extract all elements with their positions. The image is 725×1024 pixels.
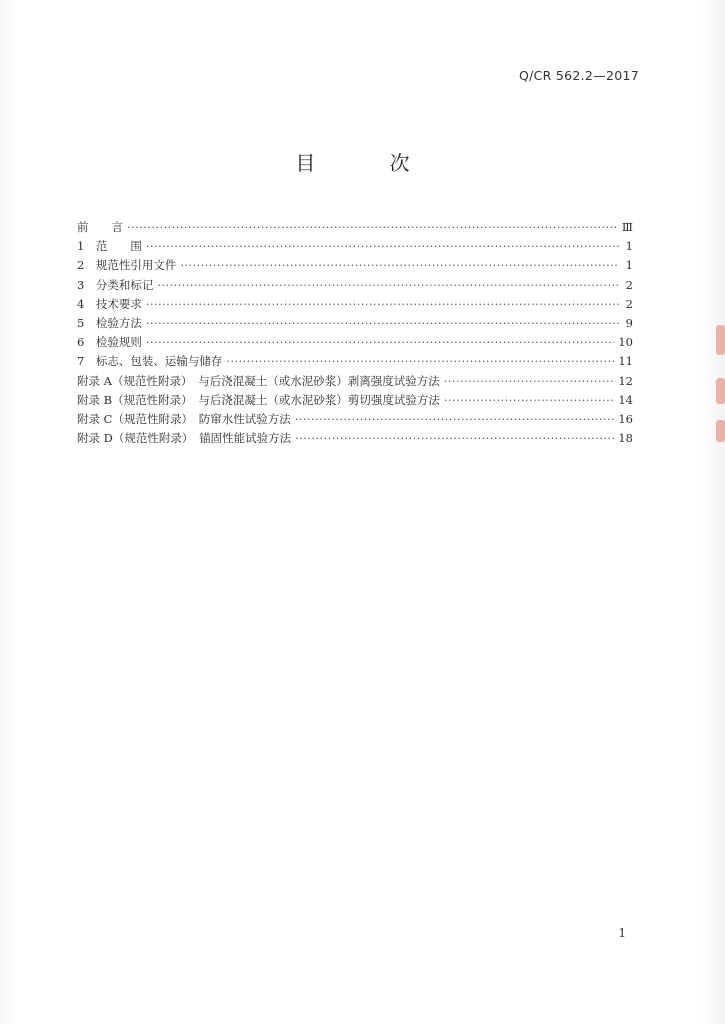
- toc-leader-dots: [127, 218, 618, 237]
- table-of-contents: [77, 218, 633, 448]
- toc-entry-page: 2: [625, 277, 633, 292]
- toc-entry-label: 附录 C（规范性附录） 防窜水性试验方法: [77, 411, 291, 426]
- toc-entry-page: 11: [618, 354, 633, 369]
- toc-entry-page: 18: [618, 431, 633, 446]
- toc-leader-dots: [157, 276, 619, 295]
- toc-entry-annex-c[interactable]: [77, 410, 633, 429]
- toc-leader-dots: [444, 372, 615, 391]
- toc-leader-dots: [295, 410, 615, 429]
- toc-entry-page: 12: [618, 373, 633, 388]
- toc-entry-label: 附录 B（规范性附录） 与后浇混凝土（或水泥砂浆）剪切强度试验方法: [77, 392, 440, 407]
- toc-entry-page: 1: [625, 239, 633, 254]
- toc-entry-annex-a[interactable]: [77, 372, 633, 391]
- toc-entry-technical-requirements[interactable]: [77, 295, 633, 314]
- toc-entry-label: 3 分类和标记: [77, 277, 154, 292]
- seal-stamp-mark: [716, 325, 725, 355]
- toc-entry-inspection-rules[interactable]: [77, 333, 633, 352]
- toc-entry-label: 附录 A（规范性附录） 与后浇混凝土（或水泥砂浆）剥离强度试验方法: [77, 373, 440, 388]
- toc-leader-dots: [146, 237, 619, 256]
- toc-entry-page: 16: [618, 411, 633, 426]
- page-number: 1: [618, 926, 626, 940]
- toc-entry-classification[interactable]: [77, 276, 633, 295]
- toc-entry-marking-packaging[interactable]: [77, 352, 633, 371]
- seal-stamp-mark: [716, 420, 725, 442]
- toc-entry-annex-b[interactable]: [77, 391, 633, 410]
- toc-entry-page: 10: [618, 335, 633, 350]
- toc-entry-label: 附录 D（规范性附录） 锚固性能试验方法: [77, 431, 292, 446]
- toc-entry-page: 9: [625, 315, 633, 330]
- toc-entry-label: 5 检验方法: [77, 315, 142, 330]
- toc-entry-label: 7 标志、包装、运输与储存: [77, 354, 223, 369]
- toc-leader-dots: [146, 333, 615, 352]
- toc-entry-page: 2: [625, 296, 633, 311]
- toc-leader-dots: [295, 429, 614, 448]
- toc-entry-scope[interactable]: [77, 237, 633, 256]
- toc-entry-page: Ⅲ: [621, 220, 633, 234]
- toc-leader-dots: [146, 314, 619, 333]
- toc-entry-page: 1: [625, 258, 633, 273]
- toc-leader-dots: [444, 391, 615, 410]
- toc-entry-label: 4 技术要求: [77, 296, 142, 311]
- toc-entry-normative-references[interactable]: [77, 256, 633, 275]
- toc-leader-dots: [146, 295, 619, 314]
- toc-leader-dots: [226, 352, 614, 371]
- toc-entry-page: 14: [618, 392, 633, 407]
- toc-entry-label: 1 范 围: [77, 239, 142, 254]
- toc-entry-annex-d[interactable]: [77, 429, 633, 448]
- toc-entry-test-methods[interactable]: [77, 314, 633, 333]
- toc-entry-foreword[interactable]: [77, 218, 633, 237]
- toc-entry-label: 前 言: [77, 220, 123, 234]
- seal-stamp-mark: [716, 378, 725, 404]
- toc-entry-label: 6 检验规则: [77, 335, 142, 350]
- toc-leader-dots: [180, 256, 619, 275]
- page-title: 目 次: [295, 151, 444, 175]
- toc-entry-label: 2 规范性引用文件: [77, 258, 177, 273]
- document-code: Q/CR 562.2—2017: [518, 68, 639, 83]
